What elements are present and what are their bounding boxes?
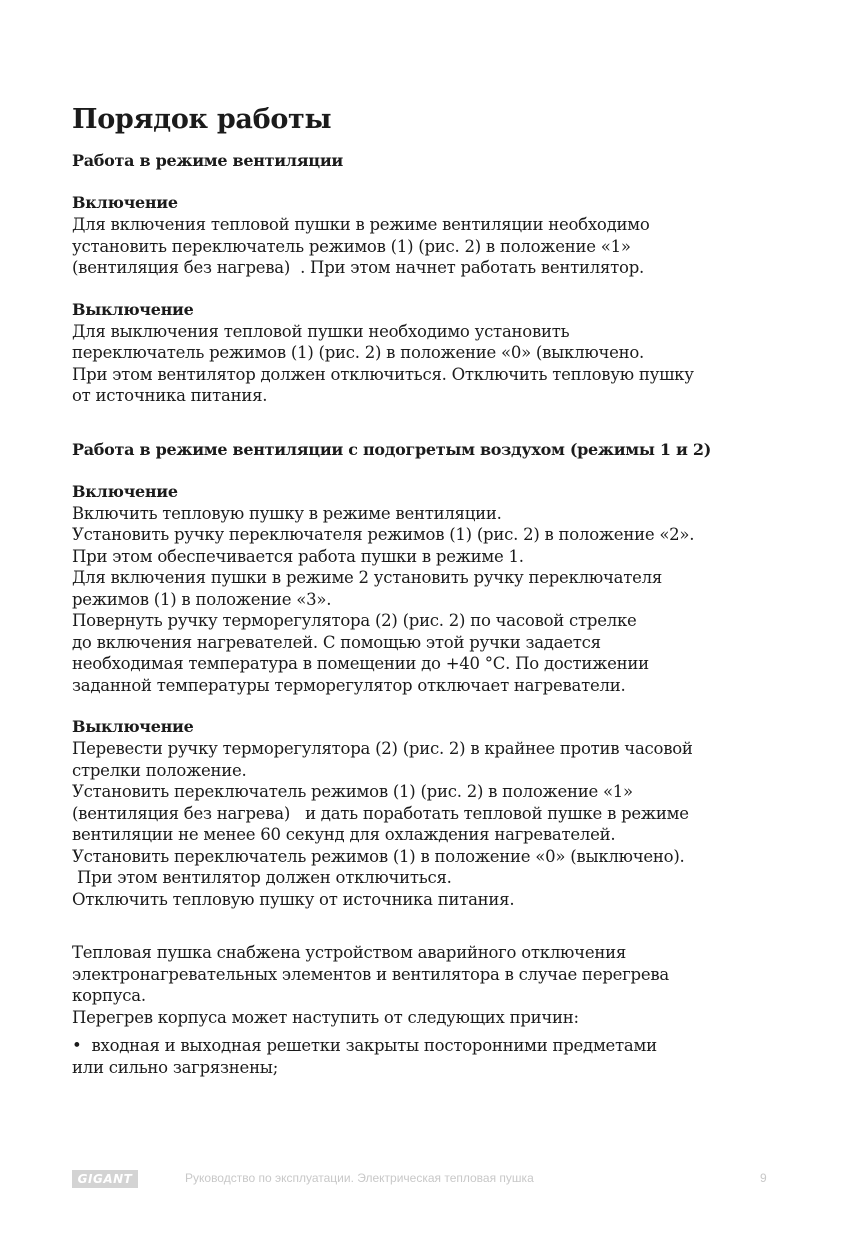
ventilation-off-title: Выключение — [72, 299, 194, 319]
page-content — [72, 100, 772, 1078]
safety-bullet-item: • входная и выходная решетки закрыты посторонними предметами или сильно загрязнены; — [72, 1036, 657, 1077]
heated-off-title: Выключение — [72, 717, 194, 736]
heated-on-text: Включить тепловую пушку в режиме вентиляции. Установить ручку переключателя режимов (1) (рис. 2) в положение «2». При этом обеспечивается работа пушки в режиме 1. Для включения пушки в режиме 2 установить ручку переключателя режимов (1) в положение «3». Повернуть ручку терморегулятора (2) (рис. 2) по часовой стрелке до включения нагревателей. С помощью этой ручки задается необходимая температура в помещении до +40 °С. По достижении заданной температуры терморегулятор отключает нагреватели. — [72, 503, 695, 695]
section-ventilation-title: Работа в режиме вентиляции — [72, 151, 343, 170]
ventilation-on-text: Для включения тепловой пушки в режиме вентиляции необходимо установить переключатель режимов (1) (рис. 2) в положение «1» (вентиляция без нагрева) . При этом начнет работать вентилятор. — [72, 215, 650, 277]
safety-text: Тепловая пушка снабжена устройством аварийного отключения электронагревательных элементов и вентилятора в случае перегрева корпуса. Перегрев корпуса может наступить от следующих причин: — [72, 943, 669, 1027]
section-heated-air-title: Работа в режиме вентиляции с подогретым воздухом (режимы 1 и 2) — [72, 439, 711, 459]
section-ventilation — [72, 150, 772, 407]
heated-off-text: Перевести ручку терморегулятора (2) (рис. 2) в крайнее против часовой стрелки положение. Установить переключатель режимов (1) (рис. 2) в положение «1» (вентиляция без нагрева) и дать поработать тепловой пушке в режиме вентиляции не менее 60 секунд для охлаждения нагревателей. Установить переключатель режимов (1) в положение «0» (выключено). При этом вентилятор должен отключиться. Отключить тепловую пушку от источника питания. — [72, 739, 693, 909]
heated-on-title: Включение — [72, 481, 178, 501]
ventilation-off-text: Для выключения тепловой пушки необходимо установить переключатель режимов (1) (рис. 2) в положение «0» (выключено. При этом вентилятор должен отключиться. Отключить тепловую пушку от источника питания. — [72, 321, 694, 405]
page-footer — [72, 1170, 772, 1190]
page-number: 9 — [760, 1171, 767, 1185]
safety-block — [72, 942, 772, 1078]
heated-on-block — [72, 481, 772, 697]
ventilation-on-title: Включение — [72, 193, 178, 212]
page-title: Порядок работы — [72, 104, 332, 135]
heated-off-block — [72, 716, 772, 910]
ventilation-on-block — [72, 192, 772, 279]
gigant-logo: GIGANT — [72, 1170, 138, 1188]
ventilation-off-block — [72, 299, 772, 407]
section-heated-air — [72, 439, 772, 911]
footer-manual-title: Руководство по эксплуатации. Электрическая тепловая пушка — [185, 1171, 534, 1185]
